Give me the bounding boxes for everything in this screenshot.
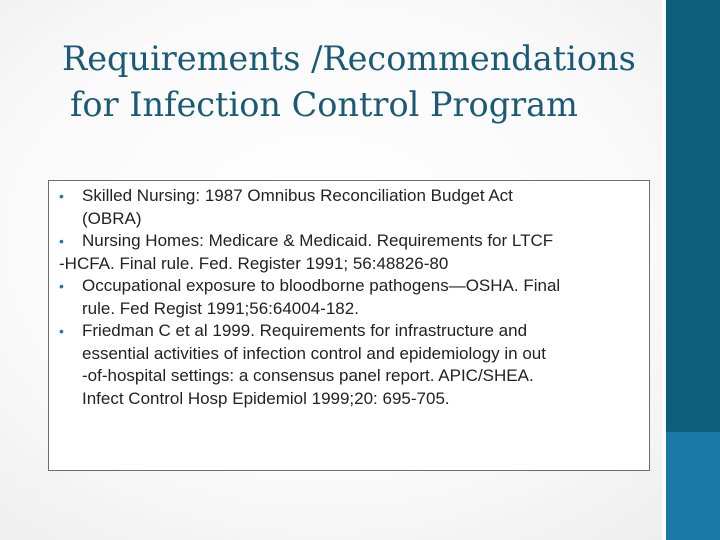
slide-title [62, 36, 662, 128]
bullet-text: Infect Control Hosp Epidemiol 1999;20: 695-705. [82, 388, 450, 408]
right-accent-block [666, 432, 720, 540]
bullet-list-2 [59, 275, 645, 410]
continuation-line: -HCFA. Final rule. Fed. Register 1991; 56:48826-80 [59, 253, 449, 273]
bullet-item-osha [59, 275, 645, 320]
bullet-text: Occupational exposure to bloodborne pathogens—OSHA. Final [82, 276, 561, 295]
content-box [48, 180, 650, 471]
bullet-text: essential activities of infection control and epidemiology in out [82, 343, 546, 363]
bullet-item-nursing-homes [59, 230, 645, 253]
bullet-item-skilled-nursing [59, 185, 645, 230]
bullet-icon: • [59, 188, 64, 204]
bullet-text: Skilled Nursing: 1987 Omnibus Reconciliation Budget Act [82, 186, 513, 205]
bullet-text: -of-hospital settings: a consensus panel report. APIC/SHEA. [82, 366, 534, 385]
bullet-text: rule. Fed Regist 1991;56:64004-182. [82, 298, 359, 318]
bullet-list [59, 185, 645, 253]
bullet-icon: • [59, 278, 64, 294]
bullet-icon: • [59, 233, 64, 249]
bullet-icon: • [59, 323, 64, 339]
bullet-text: Nursing Homes: Medicare & Medicaid. Requirements for LTCF [82, 231, 554, 250]
title-line-2: for Infection Control Program [70, 85, 578, 124]
bullet-item-friedman [59, 320, 645, 410]
bullet-text: (OBRA) [82, 208, 142, 228]
title-line-1: Requirements /Recommendations [62, 39, 636, 78]
bullet-text: Friedman C et al 1999. Requirements for infrastructure and [82, 321, 528, 340]
